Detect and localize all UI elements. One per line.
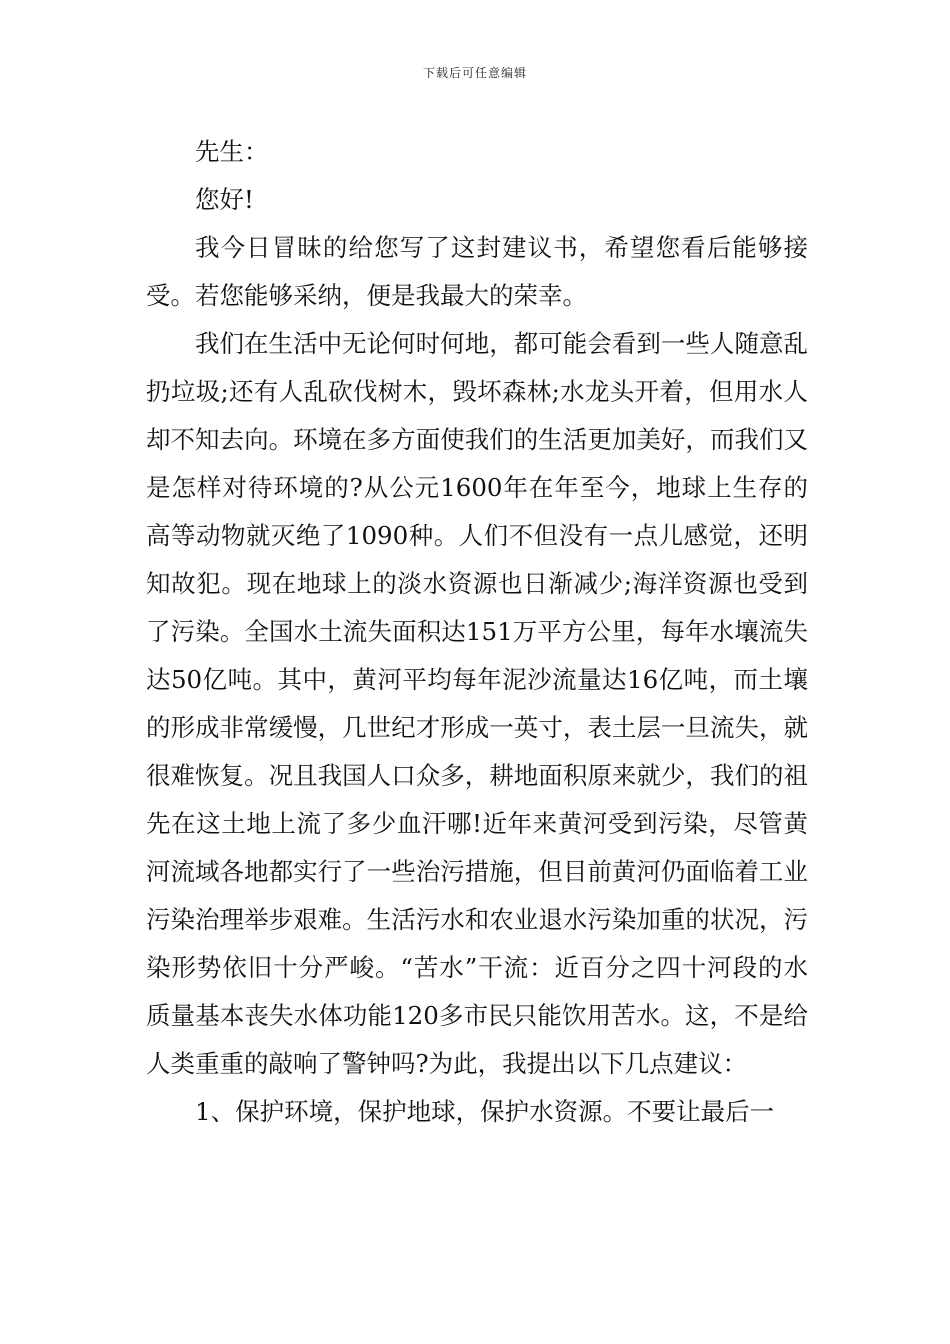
salutation: 先生： [195,137,269,166]
header-note: 下载后可任意编辑 [422,66,527,80]
letter-body [146,128,808,1136]
paragraph-suggestion-1: 1、保护环境，保护地球，保护水资源。不要让最后一 [195,1097,775,1126]
greeting: 您好! [195,185,254,214]
paragraph-environment: 我们在生活中无论何时何地，都可能会看到一些人随意乱扔垃圾;还有人乱砍伐树木，毁坏森林;水龙头开着，但用水人却不知去向。环境在多方面使我们的生活更加美好，而我们又是怎样对待环境的?从公元1600年在年至今，地球上生存的高等动物就灭绝了1090种。人们不但没有一点儿感觉，还明知故犯。现在地球上的淡水资源也日渐减少;海洋资源也受到了污染。全国水土流失面积达151万平方公里，每年水壤流失达50亿吨。其中，黄河平均每年泥沙流量达16亿吨，而土壤的形成非常缓慢，几世纪才形成一英寸，表土层一旦流失，就很难恢复。况且我国人口众多，耕地面积原来就少，我们的祖先在这土地上流了多少血汗哪!近年来黄河受到污染，尽管黄河流域各地都实行了一些治污措施，但目前黄河仍面临着工业污染治理举步艰难。生活污水和农业退水污染加重的状况，污染形势依旧十分严峻。“苦水”干流：近百分之四十河段的水质量基本丧失水体功能120多市民只能饮用苦水。这，不是给人类重重的敲响了警钟吗?为此，我提出以下几点建议： [146,329,808,1078]
paragraph-intro: 我今日冒昧的给您写了这封建议书，希望您看后能够接受。若您能够采纳，便是我最大的荣幸。 [146,233,808,310]
